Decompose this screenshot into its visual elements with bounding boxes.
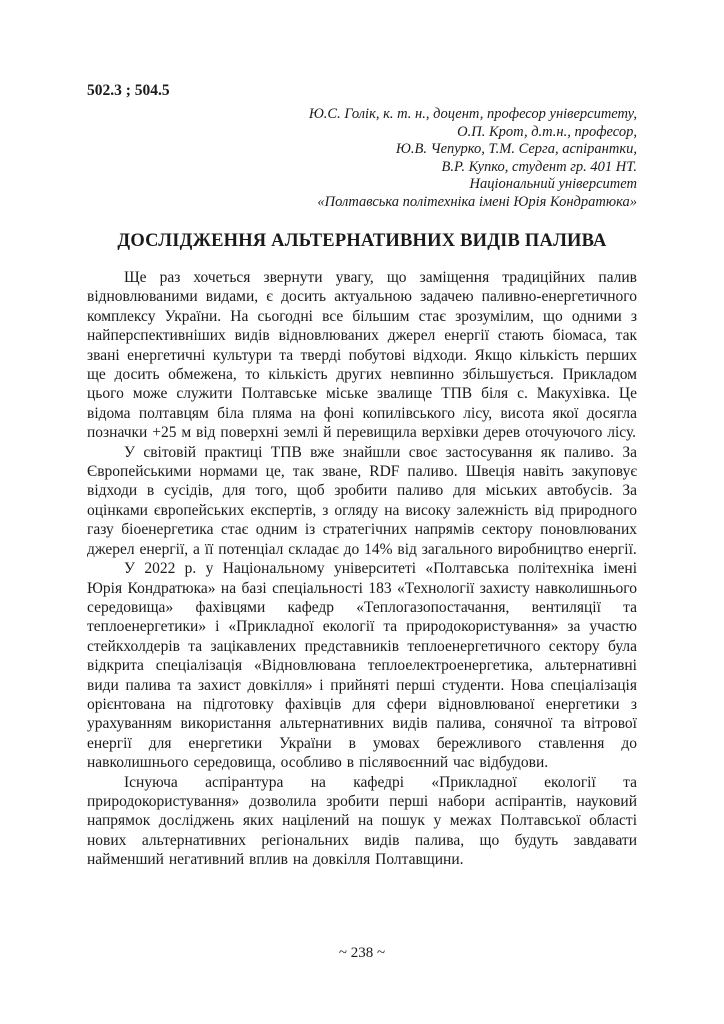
paragraph: Ще раз хочеться звернути увагу, що заміщення традиційних палив відновлюваними видами, є досить актуальною задачею паливно-енергетичного комплексу України. На сьогодні все більшим стає зрозумілим, що одними з найперспективніших видів відновлюваних джерел енергії стають біомаса, так звані енергетичні культури та тверді побутові відходи. Якщо кількість перших ще досить обмежена, то кількість других невпинно збільшується. Прикладом цього може служити Полтавське міське звалище ТПВ біля с. Макухівка. Це відома полтавцям біла пляма на фоні копилівського лісу, висота якої досягла позначки +25 м від поверхні землі й перевищила верхівки дерев оточуючого лісу. [87,269,637,442]
author-line: Ю.С. Голік, к. т. н., доцент, професор університету, [308,106,637,122]
paper-title: ДОСЛІДЖЕННЯ АЛЬТЕРНАТИВНИХ ВИДІВ ПАЛИВА [117,231,607,251]
paragraph: У світовій практиці ТПВ вже знайшли своє застосування як паливо. За Європейськими нормами це, так зване, RDF паливо. Швеція навіть закуповує відходи в сусідів, для того, щоб зробити паливо для міських автобусів. За оцінками європейських експертів, з огляду на високу залежність від природного газу біоенергетика стає одним із стратегічних напрямів сектору поновлюваних джерел енергії, а її потенціал складає до 14% від загального виробництво енергії. [87,443,637,558]
author-line: Ю.В. Чепурко, Т.М. Серга, аспірантки, [395,141,637,157]
page-number: ~ 238 ~ [338,945,386,961]
author-line: В.Р. Купко, студент гр. 401 НТ. [441,158,637,175]
authors-block [87,106,637,211]
affiliation-line: «Полтавська політехніка імені Юрія Кондратюка» [317,193,637,210]
author-line: О.П. Крот, д.т.н., професор, [457,123,637,140]
paragraph: У 2022 р. у Національному університеті «Полтавська політехніка імені Юрія Кондратюка» на базі спеціальності 183 «Технології захисту навколишнього середовища» фахівцями кафедр «Теплогазопостачання, вентиляції та теплоенергетики» і «Прикладної екології та природокористування» за участю стейкхолдерів та зацікавлених представників теплоенергетичного сектору була відкрита спеціалізація «Відновлювана теплоелектроенергетика, альтернативні види палива та захист довкілля» і прийняті перші студенти. Нова спеціалізація орієнтована на підготовку фахівців для сфери відновлюваної енергетики з урахуванням використання альтернативних видів палива, сонячної та вітрової енергії для енергетики України в умовах бережливого ставлення до навколишнього середовища, особливо в післявоєнний час відбудови. [87,560,637,772]
udc-code: 502.3 ; 504.5 [87,82,170,99]
affiliation-line: Національний університет [469,176,637,192]
paragraph: Існуюча аспірантура на кафедрі «Прикладної екології та природокористування» дозволила зробити перші набори аспірантів, науковий напрямок досліджень яких націлений на пошук у межах Полтавської області нових альтернативних регіональних видів палива, що будуть завдавати найменший негативний вплив на довкілля Полтавщини. [87,773,637,869]
paper-body [87,268,637,870]
